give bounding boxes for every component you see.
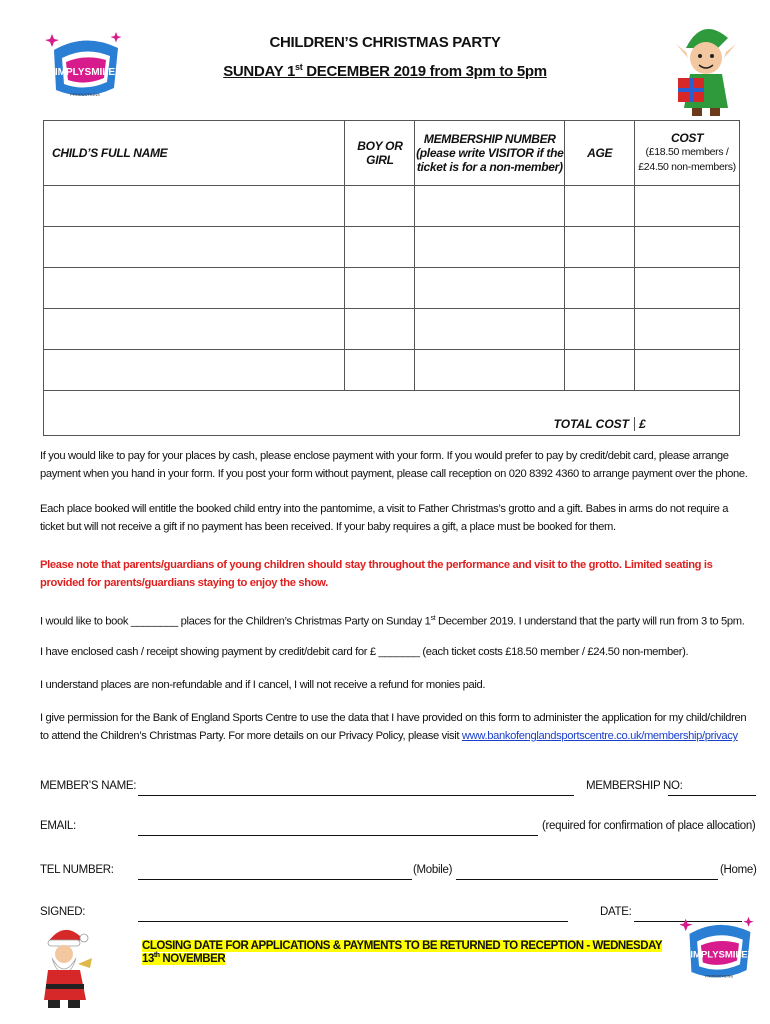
table-header-row xyxy=(44,121,740,186)
name-cell[interactable] xyxy=(44,309,345,350)
name-cell[interactable] xyxy=(44,268,345,309)
membership-cell[interactable] xyxy=(415,227,565,268)
table-row[interactable] xyxy=(44,309,740,350)
cost-label: COST xyxy=(670,131,704,145)
col-header-gender: BOY OR GIRL xyxy=(345,121,415,186)
age-cell[interactable] xyxy=(565,350,635,391)
total-cost-label: TOTAL COST xyxy=(554,417,635,431)
santa-illustration-icon xyxy=(38,920,94,1010)
mobile-label: (Mobile) xyxy=(413,864,453,876)
total-cost-cell[interactable] xyxy=(44,391,740,436)
membership-cell[interactable] xyxy=(415,350,565,391)
cost-cell[interactable] xyxy=(635,309,740,350)
table-row[interactable] xyxy=(44,268,740,309)
total-row xyxy=(44,391,740,436)
gender-cell[interactable] xyxy=(345,227,415,268)
age-cell[interactable] xyxy=(565,309,635,350)
logo-wordmark: SIMPLYSMILEY xyxy=(684,949,754,961)
membership-cell[interactable] xyxy=(415,309,565,350)
signed-label: SIGNED: xyxy=(40,906,86,918)
table-row[interactable] xyxy=(44,350,740,391)
form-subtitle: SUNDAY 1st DECEMBER 2019 from 3pm to 5pm xyxy=(223,62,547,80)
members-name-label: MEMBER’S NAME: xyxy=(40,780,137,792)
privacy-policy-link[interactable]: www.bankofenglandsportscentre.co.uk/membership/privacy xyxy=(461,730,738,742)
logo-subtext: PRODUCTIONS xyxy=(70,92,100,97)
members-name-field[interactable] xyxy=(138,795,574,796)
age-cell[interactable] xyxy=(565,227,635,268)
age-cell[interactable] xyxy=(565,186,635,227)
payment-statement: I have enclosed cash / receipt showing payment by credit/debit card for £ _______ (each ticket costs £18.50 member / £24.50 non-member). xyxy=(40,646,689,658)
cost-cell[interactable] xyxy=(635,227,740,268)
cost-subtext: (£18.50 members / £24.50 non-members) xyxy=(638,146,736,173)
cost-cell[interactable] xyxy=(635,186,740,227)
cost-cell[interactable] xyxy=(635,268,740,309)
table-row[interactable] xyxy=(44,186,740,227)
total-currency: £ xyxy=(639,417,646,431)
gender-cell[interactable] xyxy=(345,309,415,350)
entitlement-paragraph: Each place booked will entitle the booked child entry into the pantomime, a visit to Father Christmas’s grotto and a gift. Babes in arms do not require a ticket but will not receive a gift if no payment has been received. If your baby requires a gift, a place must be booked for them. xyxy=(40,503,729,533)
home-label: (Home) xyxy=(720,864,757,876)
age-cell[interactable] xyxy=(565,268,635,309)
gender-cell[interactable] xyxy=(345,186,415,227)
closing-date-notice: CLOSING DATE FOR APPLICATIONS & PAYMENTS TO BE RETURNED TO RECEPTION - WEDNESDAY 13th NOVEMBER xyxy=(142,940,662,965)
name-cell[interactable] xyxy=(44,350,345,391)
gender-cell[interactable] xyxy=(345,350,415,391)
logo-subtext: PRODUCTIONS xyxy=(704,974,734,979)
booking-statement: I would like to book ________ places for the Children’s Christmas Party on Sunday 1st December 2019. I understand that the party will run from 3 to 5pm. xyxy=(40,615,745,628)
email-label: EMAIL: xyxy=(40,820,76,832)
mobile-number-field[interactable] xyxy=(138,879,412,880)
membership-no-label: MEMBERSHIP NO: xyxy=(586,780,683,792)
col-header-age: AGE xyxy=(565,121,635,186)
membership-cell[interactable] xyxy=(415,268,565,309)
payment-info-paragraph: If you would like to pay for your places by cash, please enclose payment with your form. If you would prefer to pay by credit/debit card, please arrange payment when you hand in your form. If you post your form without payment, please call reception on 020 8392 4360 to arrange payment over the phone. xyxy=(40,450,748,480)
email-note: (required for confirmation of place allocation) xyxy=(542,820,756,832)
data-permission-statement: I give permission for the Bank of England Sports Centre to use the data that I have provided on this form to administer the application for my child/children to attend the Children’s Christmas Party. For more details on our Privacy Policy, please visit www.bankofenglandsportscentre.co.uk/membership/privacy xyxy=(40,712,747,742)
home-number-field[interactable] xyxy=(456,879,718,880)
logo-wordmark: SIMPLYSMILEY xyxy=(48,67,122,78)
refund-statement: I understand places are non-refundable and if I cancel, I will not receive a refund for monies paid. xyxy=(40,679,486,691)
name-cell[interactable] xyxy=(44,186,345,227)
col-header-membership: MEMBERSHIP NUMBER (please write VISITOR if the ticket is for a non-member) xyxy=(415,121,565,186)
booking-table xyxy=(43,120,740,436)
gender-cell[interactable] xyxy=(345,268,415,309)
form-title: CHILDREN’S CHRISTMAS PARTY xyxy=(269,34,501,51)
date-label: DATE: xyxy=(600,906,632,918)
table-row[interactable] xyxy=(44,227,740,268)
simply-smiley-logo-bottom xyxy=(680,912,758,992)
membership-cell[interactable] xyxy=(415,186,565,227)
parents-note-paragraph: Please note that parents/guardians of young children should stay throughout the performance and visit to the grotto. Limited seating is provided for parents/guardians staying to enjoy the show. xyxy=(40,559,713,589)
cost-cell[interactable] xyxy=(635,350,740,391)
signature-field[interactable] xyxy=(138,921,568,922)
tel-number-label: TEL NUMBER: xyxy=(40,864,114,876)
name-cell[interactable] xyxy=(44,227,345,268)
col-header-name: CHILD’S FULL NAME xyxy=(44,121,345,186)
membership-no-field[interactable] xyxy=(668,795,756,796)
email-field[interactable] xyxy=(138,835,538,836)
col-header-cost xyxy=(635,121,740,186)
